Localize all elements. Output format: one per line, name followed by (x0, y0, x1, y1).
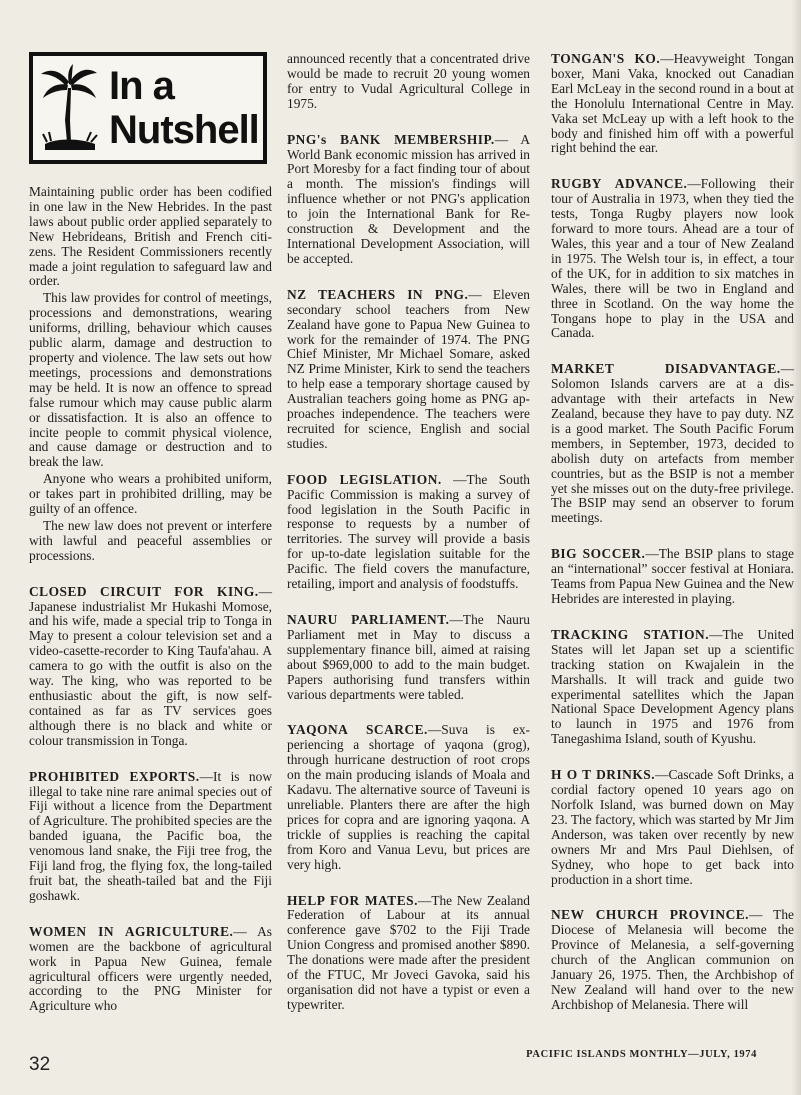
headline-closed-circuit: CLOSED CIRCUIT FOR KING. (29, 583, 259, 599)
column-3 (551, 52, 794, 1034)
article-big-soccer (551, 547, 794, 607)
article-body: — Solomon Islands carvers are at a disadvantage with their artefacts in New Zealand, because they have to pay duty. NZ is a good market. The South Pacific Forum members, in September, 1973, decided to abolish duty on artefacts from member countries, but as the BSIP is not a member yet she misses out on the duty-free privilege. The BSIP may send an observer to forum meetings. (551, 361, 794, 526)
page-number: 32 (29, 1054, 51, 1075)
column-1 (29, 185, 272, 1035)
article-body: — As women are the backbone of agricultural work in Papua New Guinea, female agricultural officers were urgently needed, according to the PNG Minister for Agriculture who (29, 923, 272, 1014)
paragraph-lawful-assemblies: The new law does not prevent or interfere with lawful and peaceful assemblies or processions. (29, 517, 272, 563)
title-line1: In a (109, 64, 174, 108)
palm-tree-icon (39, 64, 99, 156)
paragraph-prohibited-uniform: Anyone who wears a prohibited uniform, or takes part in prohibited drilling, may be guilty of an offence. (29, 471, 272, 517)
article-body: —Suva is experiencing a shortage of yaqona (grog), through hurricane destruction of root crops on the main producing islands of Moala and Kadavu. The alternative source of Taveuni is unreliable. Planters there are after the high prices for copra and are ignoring yaqona. A trickle of supplies is reaching the capital from Koro and Vanua Levu, but prices are very high. (287, 722, 530, 872)
headline-help-for-mates: HELP FOR MATES. (287, 892, 418, 908)
article-body: —The BSIP plans to stage an “international” soccer festival at Honiara. Teams from Papua New Guinea and the New Hebrides are interested in playing. (551, 546, 794, 606)
article-nz-teachers (287, 288, 530, 452)
column-2 (287, 52, 530, 1034)
article-body: — The Diocese of Melanesia will become the Province of Melanesia, a self-governing church of the Anglican communion on January 26, 1975. Then, the Archbishop of New Zealand will hand over to the new Archbishop of Melanesia. There will (551, 907, 794, 1012)
article-hot-drinks (551, 768, 794, 887)
headline-nauru-parliament: NAURU PARLIAMENT. (287, 612, 450, 627)
headline-rugby-advance: RUGBY ADVANCE. (551, 176, 688, 192)
article-prohibited-exports (29, 770, 272, 904)
headline-women-agriculture: WOMEN IN AGRICULTURE. (29, 923, 234, 939)
page-title (109, 64, 259, 152)
article-tracking-station (551, 628, 794, 747)
article-new-church-province (551, 908, 794, 1012)
headline-tongan-ko: TONGAN'S KO. (551, 51, 661, 66)
section-masthead (29, 52, 267, 164)
article-help-for-mates (287, 894, 530, 1013)
paragraph-intro: Maintaining public order has been codified in one law in the New Hebrides. In the past laws about public order applied separately to New Hebrideans, British and French citizens. The Resident Commissioners recently made a joint regulation to safeguard law and order. (29, 184, 272, 289)
article-body: —It is now illegal to take nine rare animal species out of Fiji without a licence from the Department of Agriculture. The prohibited species are the banded iguana, the Pacific boa, the venomous land snake, the Fiji tree frog, the Fiji land frog, the flying fox, the long-tailed fruit bat, the sheath-tailed bat and the Fiji goshawk. (29, 768, 272, 903)
article-food-legislation (287, 473, 530, 592)
article-body: —The Nauru Parliament met in May to discuss a supplementary finance bill, aimed at raising about $969,000 to add to the main budget. Papers authorising fund transfers within various departments were tabled. (287, 612, 530, 702)
headline-prohibited-exports: PROHIBITED EXPORTS. (29, 768, 200, 784)
headline-hot-drinks: H O T DRINKS. (551, 767, 656, 783)
headline-nz-teachers: NZ TEACHERS IN PNG. (287, 286, 469, 302)
article-body: — Eleven secondary school teachers from New Zealand have gone to Papua New Guinea to work for the remainder of 1974. The PNG Chief Minister, Mr Michael Somare, asked NZ Prime Minister, Kirk to send the teachers to help ease a temporary shortage caused by Australian teachers going home as PNG approaches independence. The teachers were recruited for science, English and social studies. (287, 286, 530, 451)
paragraph-women-continued: announced recently that a concentrated drive would be made to recruit 20 young women for entry to Vudal Agricultural College in 1975. (287, 51, 530, 111)
article-body: —Following their tour of Australia in 1973, when they tied the tests, Tonga Rugby players now look forward to more tours. Ahead are a tour of Wales, this year and a tour of New Zealand in 1975. The Welsh tour is, in effect, a tour of the UK, for in addition to six matches in Wales, there will be two in England and three in Scotland. On the way home the Tongans hope to play in the USA and Canada. (551, 176, 795, 341)
headline-png-bank: PNG's BANK MEMBERSHIP. (287, 131, 495, 147)
headline-market-disadvantage: MARKET DISADVANTAGE. (551, 361, 781, 377)
article-women-agriculture (29, 925, 272, 1014)
article-yaqona-scarce (287, 723, 530, 872)
article-body: —Heavyweight Tongan boxer, Mani Vaka, knocked out Canadian Earl McLeay in the second round in a bout at the Honolulu International Centre in May. Vaka set McLeay up with a left hook to the body and finished him off with a powerful right behind the ear. (551, 51, 794, 156)
article-body: —The United States will let Japan set up a scientific tracking station on Kwajalein in the Marshalls. It will track and guide two experimental satellites which the Japan National Space Development Agency plans to launch in 1975 and 1976 from Tanegashima Island, south of Kyushu. (551, 626, 794, 747)
article-body: —The South Pacific Commission is making a survey of food legislation in the South Pacific in response to requests by a number of territories. The survey will provide a basis for up-to-date legislation suitable for the Pacific. The field covers the manufacture, retailing, import and analysis of foodstuffs. (287, 471, 530, 592)
article-nauru-parliament (287, 613, 530, 702)
article-body: — A World Bank economic mission has arrived in Port Moresby for a fact finding tour of about a month. The mission's findings will influence whether or not PNG's application to join the International Bank for Reconstruction & Development and the International Development Association, will be accepted. (287, 131, 530, 266)
paragraph-law-provisions: This law provides for control of meetings, processions and demonstrations, wearing uniforms, drilling, behaviour which causes public alarm, damage and destruction to property and violence. The law sets out how meetings, processions and demonstrations may be held. It is now an offence to spread false rumour which may cause public alarm or dissatisfaction. It is also an offence to incite people to commit physical violence, and cause damage or destruction and to break the law. (29, 290, 272, 470)
article-tongan-ko (551, 52, 794, 156)
article-body: —Japanese industrialist Mr Hukashi Momose, and his wife, made a special trip to Tonga in May to present a colour television set and a video-casette-recorder to King Taufa'ahau. A camera to go with the outfit is also on the way. The king, who was reported to be enthusiastic about the gift, is now self-contained as far as TV services goes although there is no black and white or colour transmission in Tonga. (29, 583, 272, 748)
article-rugby-advance (551, 177, 794, 341)
article-market-disadvantage (551, 362, 794, 526)
headline-tracking-station: TRACKING STATION. (551, 626, 710, 642)
magazine-footer: PACIFIC ISLANDS MONTHLY—JULY, 1974 (526, 1049, 757, 1060)
article-closed-circuit (29, 585, 272, 749)
article-png-bank (287, 133, 530, 267)
headline-big-soccer: BIG SOCCER. (551, 546, 646, 562)
headline-new-church-province: NEW CHURCH PROVINCE. (551, 907, 750, 923)
article-body: —Cascade Soft Drinks, a cordial factory opened 10 years ago on Norfolk Island, was burned down on May 23. The factory, which was started by Mr Jim Anderson, was taken over recently by new owners Mr and Mrs Paul Diehlsen, of Sydney, who hope to get back into production in a short time. (551, 767, 794, 887)
headline-food-legislation: FOOD LEGISLATION. (287, 471, 442, 487)
article-body: —The New Zealand Federation of Labour at its annual conference gave $702 to the Fiji Trade Union Congress and promised another $890. The donations were made after the president of the FTUC, Mr Joveci Gavoka, said his organisation did not have a typist or even a typewriter. (287, 892, 530, 1012)
title-line2: Nutshell (109, 108, 259, 152)
headline-yaqona-scarce: YAQONA SCARCE. (287, 722, 428, 738)
